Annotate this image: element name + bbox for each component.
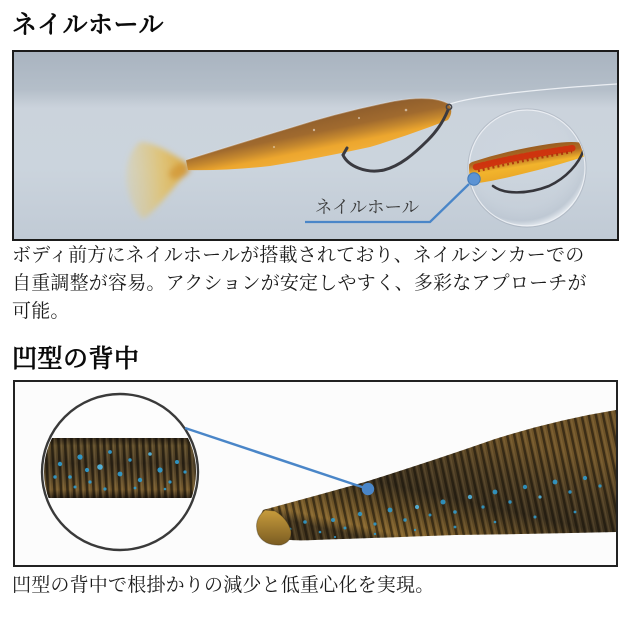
concave-back-photo (13, 380, 618, 567)
nail-hole-photo (12, 50, 619, 241)
nail-hole-dot (468, 173, 480, 185)
concave-back-caption: 凹型の背中で根掛かりの減少と低重心化を実現。 (12, 575, 435, 596)
nail-hole-illustration (14, 52, 617, 239)
concave-back-illustration (15, 382, 616, 565)
pointer-dot (362, 483, 374, 495)
section-heading-concave-back: 凹型の背中 (12, 345, 140, 373)
nail-hole-description: ボディ前方にネイルホールが搭載されており、ネイルシンカーでの自重調整が容易。アクションが安定しやすく、多彩なアプローチが可能。 (12, 245, 587, 322)
magnified-back-detail (33, 438, 208, 498)
section-heading-nail-hole: ネイルホール (12, 11, 165, 39)
callout-label: ネイルホール (314, 197, 420, 217)
